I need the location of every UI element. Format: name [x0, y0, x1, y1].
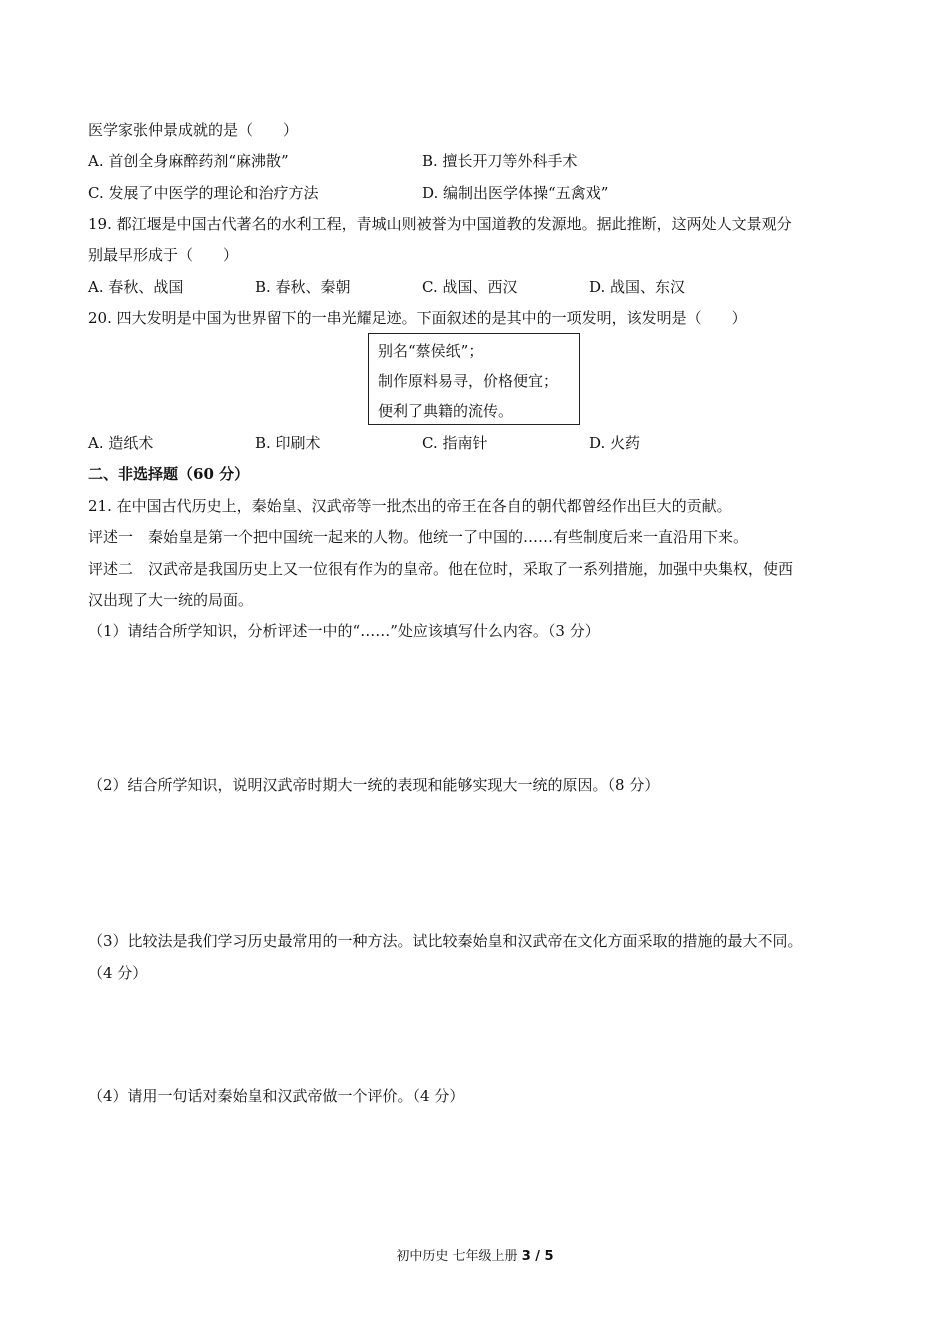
section2-heading: 二、非选择题（60 分） [88, 465, 250, 483]
q18-option-a: A. 首创全身麻醉药剂“麻沸散” [88, 152, 289, 170]
q20-box-line3: 便利了典籍的流传。 [378, 402, 514, 420]
q20-option-a: A. 造纸术 [88, 434, 154, 452]
q21-sub3-line1: （3）比较法是我们学习历史最常用的一种方法。试比较秦始皇和汉武帝在文化方面采取的措施的最大不同。 [88, 932, 803, 950]
q18-option-c: C. 发展了中医学的理论和治疗方法 [88, 184, 319, 202]
q18-stem: 医学家张仲景成就的是（ ） [88, 121, 299, 139]
q19-option-a: A. 春秋、战国 [88, 278, 184, 296]
q21-sub2: （2）结合所学知识，说明汉武帝时期大一统的表现和能够实现大一统的原因。（8 分） [88, 776, 660, 794]
q18-option-d: D. 编制出医学体操“五禽戏” [422, 184, 609, 202]
q21-review1: 评述一 秦始皇是第一个把中国统一起来的人物。他统一了中国的……有些制度后来一直沿用下来。 [88, 528, 749, 546]
q19-option-c: C. 战国、西汉 [422, 278, 518, 296]
q19-stem-line1: 19. 都江堰是中国古代著名的水利工程，青城山则被誉为中国道教的发源地。据此推断，这两处人文景观分 [88, 215, 792, 233]
q20-option-c: C. 指南针 [422, 434, 488, 452]
q19-stem-line2: 别最早形成于（ ） [88, 246, 239, 264]
q21-review2-line1: 评述二 汉武帝是我国历史上又一位很有作为的皇帝。他在位时，采取了一系列措施，加强中央集权，使西 [88, 560, 794, 578]
q21-sub4: （4）请用一句话对秦始皇和汉武帝做一个评价。（4 分） [88, 1087, 465, 1105]
q21-sub3-line2: （4 分） [88, 964, 148, 982]
q20-box-line1: 别名“蔡侯纸”； [378, 342, 484, 360]
q21-sub1: （1）请结合所学知识，分析评述一中的“……”处应该填写什么内容。（3 分） [88, 622, 600, 640]
q20-option-d: D. 火药 [589, 434, 641, 452]
q20-stem: 20. 四大发明是中国为世界留下的一串光耀足迹。下面叙述的是其中的一项发明，该发明是（ ） [88, 309, 747, 327]
page-footer [0, 1247, 950, 1267]
q20-option-b: B. 印刷术 [255, 434, 321, 452]
page-number: 3 / 5 [521, 1249, 554, 1264]
q19-option-b: B. 春秋、秦朝 [255, 278, 351, 296]
q20-box-line2: 制作原料易寻，价格便宜； [378, 372, 559, 390]
q21-review2-line2: 汉出现了大一统的局面。 [88, 591, 254, 609]
q21-intro: 21. 在中国古代历史上，秦始皇、汉武帝等一批杰出的帝王在各自的朝代都曾经作出巨大的贡献。 [88, 497, 732, 515]
q19-option-d: D. 战国、东汉 [589, 278, 686, 296]
footer-subject: 初中历史 七年级上册 [396, 1249, 522, 1264]
q18-option-b: B. 擅长开刀等外科手术 [422, 152, 578, 170]
q20-material-box [368, 333, 580, 425]
